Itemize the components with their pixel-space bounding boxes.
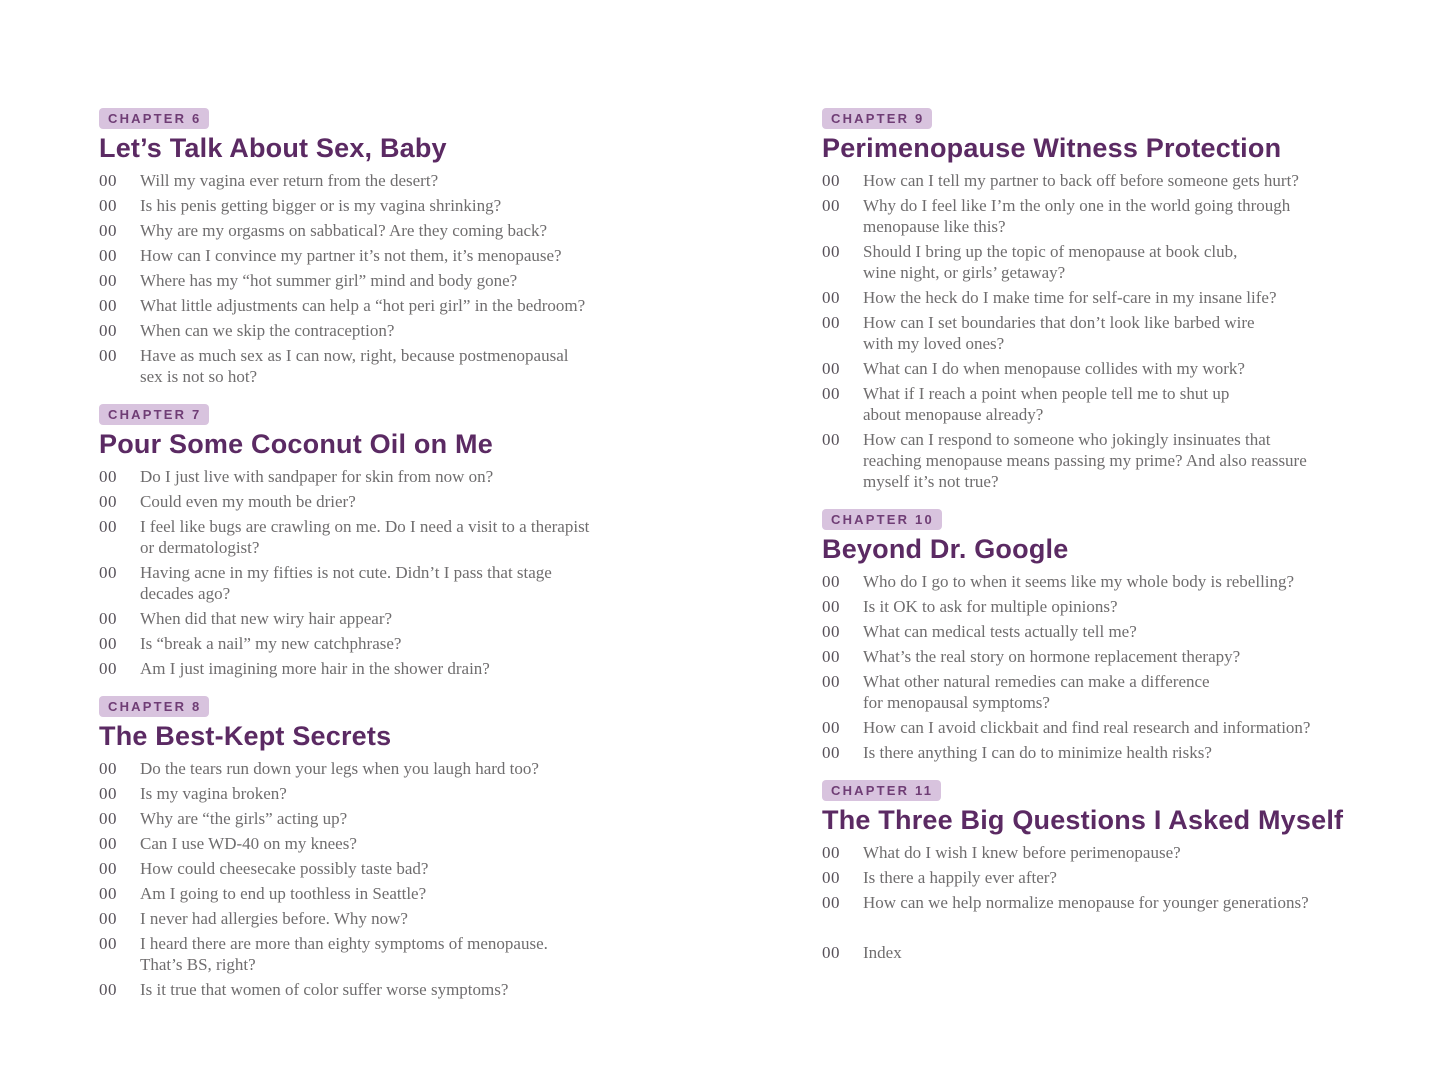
page-number: 00 [99, 609, 117, 628]
toc-column-left [99, 108, 684, 1017]
page-number: 00 [822, 843, 840, 862]
item-text [140, 883, 684, 904]
item-line: Could even my mouth be drier? [140, 492, 356, 511]
page-number: 00 [99, 492, 117, 511]
page-number: 00 [99, 246, 117, 265]
chapter-label: CHAPTER 6 [99, 108, 209, 129]
item-text [140, 270, 684, 291]
item-text [863, 358, 1367, 379]
toc-item [99, 633, 684, 654]
page-number: 00 [99, 934, 117, 953]
item-line: Is it true that women of color suffer worse symptoms? [140, 980, 509, 999]
item-line: How the heck do I make time for self-care in my insane life? [863, 288, 1277, 307]
page-number: 00 [822, 288, 840, 307]
toc-item [99, 195, 684, 216]
item-text [140, 466, 684, 487]
item-line: Is his penis getting bigger or is my vagina shrinking? [140, 196, 502, 215]
toc-item [99, 833, 684, 854]
toc-item [822, 646, 1367, 667]
item-line: When did that new wiry hair appear? [140, 609, 393, 628]
page-number: 00 [99, 634, 117, 653]
item-line: Do the tears run down your legs when you laugh hard too? [140, 759, 539, 778]
chapter-label: CHAPTER 9 [822, 108, 932, 129]
toc-item [99, 608, 684, 629]
item-text [863, 842, 1367, 863]
chapter-label: CHAPTER 7 [99, 404, 209, 425]
item-text [140, 295, 684, 316]
item-line: I never had allergies before. Why now? [140, 909, 408, 928]
page-number: 00 [99, 171, 117, 190]
page-number: 00 [822, 868, 840, 887]
item-line: How can I avoid clickbait and find real research and information? [863, 718, 1311, 737]
toc-item [99, 908, 684, 929]
item-line: How could cheesecake possibly taste bad? [140, 859, 429, 878]
page-number: 00 [822, 430, 840, 449]
chapter-label: CHAPTER 10 [822, 509, 942, 530]
item-line: What can medical tests actually tell me? [863, 622, 1137, 641]
page-number: 00 [822, 647, 840, 666]
item-line: Will my vagina ever return from the desert? [140, 171, 439, 190]
toc-item [822, 429, 1367, 492]
toc-item [99, 783, 684, 804]
toc-item [822, 621, 1367, 642]
page-number: 00 [99, 834, 117, 853]
toc-item [822, 287, 1367, 308]
item-text [863, 892, 1367, 913]
item-line: Where has my “hot summer girl” mind and body gone? [140, 271, 518, 290]
chapter-label: CHAPTER 11 [822, 780, 941, 801]
toc-item [99, 658, 684, 679]
toc-item [822, 892, 1367, 913]
toc-item [822, 842, 1367, 863]
toc-item [99, 808, 684, 829]
toc-item [99, 979, 684, 1000]
chapter-title: Pour Some Coconut Oil on Me [99, 429, 493, 459]
toc-item [99, 345, 684, 387]
page-number: 00 [99, 271, 117, 290]
page-number: 00 [822, 893, 840, 912]
item-text [140, 195, 684, 216]
chapter-title: Beyond Dr. Google [822, 534, 1069, 564]
chapter-section [822, 108, 1367, 492]
item-text [863, 646, 1367, 667]
item-text [140, 516, 684, 558]
item-text [863, 671, 1367, 713]
toc-item [99, 270, 684, 291]
item-line: Why do I feel like I’m the only one in the world going through [863, 196, 1291, 215]
item-line: I heard there are more than eighty symptoms of menopause. [140, 934, 548, 953]
page-number: 00 [99, 196, 117, 215]
page-number: 00 [99, 809, 117, 828]
item-line: menopause like this? [863, 217, 1006, 236]
item-text [863, 942, 1367, 963]
page-number: 00 [822, 313, 840, 332]
item-line: Am I going to end up toothless in Seattle? [140, 884, 427, 903]
item-text [140, 979, 684, 1000]
item-line: What can I do when menopause collides with my work? [863, 359, 1245, 378]
page-number: 00 [822, 943, 840, 962]
item-text [863, 742, 1367, 763]
item-line: Have as much sex as I can now, right, because postmenopausal [140, 346, 569, 365]
item-text [140, 245, 684, 266]
item-line: Why are my orgasms on sabbatical? Are they coming back? [140, 221, 548, 240]
toc-item [99, 220, 684, 241]
chapter-title: Perimenopause Witness Protection [822, 133, 1282, 163]
item-line: myself it’s not true? [863, 472, 999, 491]
toc-item [99, 170, 684, 191]
chapter-section [822, 509, 1367, 763]
page-number: 00 [822, 672, 840, 691]
item-line: reaching menopause means passing my prime? And also reassure [863, 451, 1307, 470]
toc-item [99, 933, 684, 975]
item-line: How can we help normalize menopause for younger generations? [863, 893, 1309, 912]
chapter-title: The Three Big Questions I Asked Myself [822, 805, 1344, 835]
page-number: 00 [99, 517, 117, 536]
page-number: 00 [822, 622, 840, 641]
item-line: What if I reach a point when people tell me to shut up [863, 384, 1230, 403]
page-number: 00 [99, 909, 117, 928]
chapter-section [822, 780, 1367, 913]
item-line: What’s the real story on hormone replacement therapy? [863, 647, 1241, 666]
page-number: 00 [99, 221, 117, 240]
chapter-section [99, 696, 684, 1000]
item-line: decades ago? [140, 584, 231, 603]
page-number: 00 [822, 597, 840, 616]
toc-item [99, 883, 684, 904]
item-line: or dermatologist? [140, 538, 260, 557]
item-line: Is “break a nail” my new catchphrase? [140, 634, 402, 653]
page-number: 00 [99, 884, 117, 903]
item-line: about menopause already? [863, 405, 1044, 424]
item-line: Why are “the girls” acting up? [140, 809, 348, 828]
item-line: Is my vagina broken? [140, 784, 287, 803]
toc-item [822, 358, 1367, 379]
item-text [140, 658, 684, 679]
item-text [863, 429, 1367, 492]
item-line: with my loved ones? [863, 334, 1005, 353]
item-text [863, 287, 1367, 308]
item-text [140, 608, 684, 629]
item-line: Index [863, 943, 902, 962]
page-number: 00 [822, 242, 840, 261]
toc-item [99, 245, 684, 266]
item-text [140, 491, 684, 512]
item-text [140, 833, 684, 854]
item-line: Am I just imagining more hair in the shower drain? [140, 659, 490, 678]
toc-item [99, 562, 684, 604]
toc-item [822, 170, 1367, 191]
chapter-section [99, 108, 684, 387]
item-text [863, 383, 1367, 425]
toc-item [822, 241, 1367, 283]
chapter-title: The Best-Kept Secrets [99, 721, 392, 751]
chapter-section [99, 404, 684, 679]
toc-item [822, 742, 1367, 763]
toc-item [822, 383, 1367, 425]
page-number: 00 [99, 859, 117, 878]
item-text [863, 170, 1367, 191]
page-number: 00 [822, 718, 840, 737]
toc-column-right [822, 108, 1367, 967]
toc-item [99, 466, 684, 487]
page-number: 00 [99, 467, 117, 486]
item-text [140, 783, 684, 804]
page-number: 00 [822, 572, 840, 591]
item-line: Who do I go to when it seems like my whole body is rebelling? [863, 572, 1295, 591]
item-text [863, 241, 1367, 283]
item-text [140, 562, 684, 604]
item-line: How can I respond to someone who jokingly insinuates that [863, 430, 1271, 449]
page-number: 00 [822, 359, 840, 378]
page-number: 00 [99, 980, 117, 999]
page-number: 00 [99, 784, 117, 803]
item-text [863, 621, 1367, 642]
toc-item [822, 867, 1367, 888]
toc-item [99, 295, 684, 316]
item-text [863, 717, 1367, 738]
chapter-label: CHAPTER 8 [99, 696, 209, 717]
item-line: Should I bring up the topic of menopause at book club, [863, 242, 1238, 261]
item-text [863, 571, 1367, 592]
page-number: 00 [99, 321, 117, 340]
item-line: That’s BS, right? [140, 955, 256, 974]
item-text [140, 808, 684, 829]
item-line: How can I tell my partner to back off before someone gets hurt? [863, 171, 1299, 190]
item-line: Can I use WD-40 on my knees? [140, 834, 357, 853]
page-number: 00 [822, 384, 840, 403]
toc-item [99, 320, 684, 341]
page-number: 00 [822, 743, 840, 762]
item-line: wine night, or girls’ getaway? [863, 263, 1066, 282]
toc-item [822, 571, 1367, 592]
toc-item [99, 858, 684, 879]
toc-item [822, 717, 1367, 738]
toc-item [822, 596, 1367, 617]
page-number: 00 [99, 296, 117, 315]
item-line: I feel like bugs are crawling on me. Do I need a visit to a therapist [140, 517, 590, 536]
item-text [140, 170, 684, 191]
item-line: What do I wish I knew before perimenopause? [863, 843, 1181, 862]
page-number: 00 [99, 346, 117, 365]
item-text [140, 220, 684, 241]
item-text [140, 908, 684, 929]
chapter-title: Let’s Talk About Sex, Baby [99, 133, 447, 163]
page-number: 00 [99, 563, 117, 582]
toc-item [99, 758, 684, 779]
page-number: 00 [99, 759, 117, 778]
item-text [140, 758, 684, 779]
toc-item [822, 312, 1367, 354]
item-text [863, 195, 1367, 237]
item-line: When can we skip the contraception? [140, 321, 395, 340]
page-number: 00 [822, 196, 840, 215]
item-text [863, 312, 1367, 354]
page-number: 00 [822, 171, 840, 190]
item-text [863, 867, 1367, 888]
toc-item [99, 491, 684, 512]
item-line: Having acne in my fifties is not cute. Didn’t I pass that stage [140, 563, 552, 582]
item-text [140, 320, 684, 341]
toc-item [822, 671, 1367, 713]
item-line: How can I set boundaries that don’t look like barbed wire [863, 313, 1255, 332]
item-text [140, 345, 684, 387]
page-number: 00 [99, 659, 117, 678]
item-line: How can I convince my partner it’s not them, it’s menopause? [140, 246, 562, 265]
item-line: sex is not so hot? [140, 367, 258, 386]
toc-item [822, 195, 1367, 237]
item-line: What other natural remedies can make a difference [863, 672, 1210, 691]
index-entry [822, 942, 1367, 963]
item-text [140, 633, 684, 654]
item-line: Is it OK to ask for multiple opinions? [863, 597, 1118, 616]
item-line: for menopausal symptoms? [863, 693, 1050, 712]
item-line: Do I just live with sandpaper for skin from now on? [140, 467, 494, 486]
item-text [140, 858, 684, 879]
item-text [140, 933, 684, 975]
item-text [863, 596, 1367, 617]
item-line: Is there anything I can do to minimize health risks? [863, 743, 1212, 762]
item-line: What little adjustments can help a “hot peri girl” in the bedroom? [140, 296, 586, 315]
item-line: Is there a happily ever after? [863, 868, 1057, 887]
toc-item [99, 516, 684, 558]
